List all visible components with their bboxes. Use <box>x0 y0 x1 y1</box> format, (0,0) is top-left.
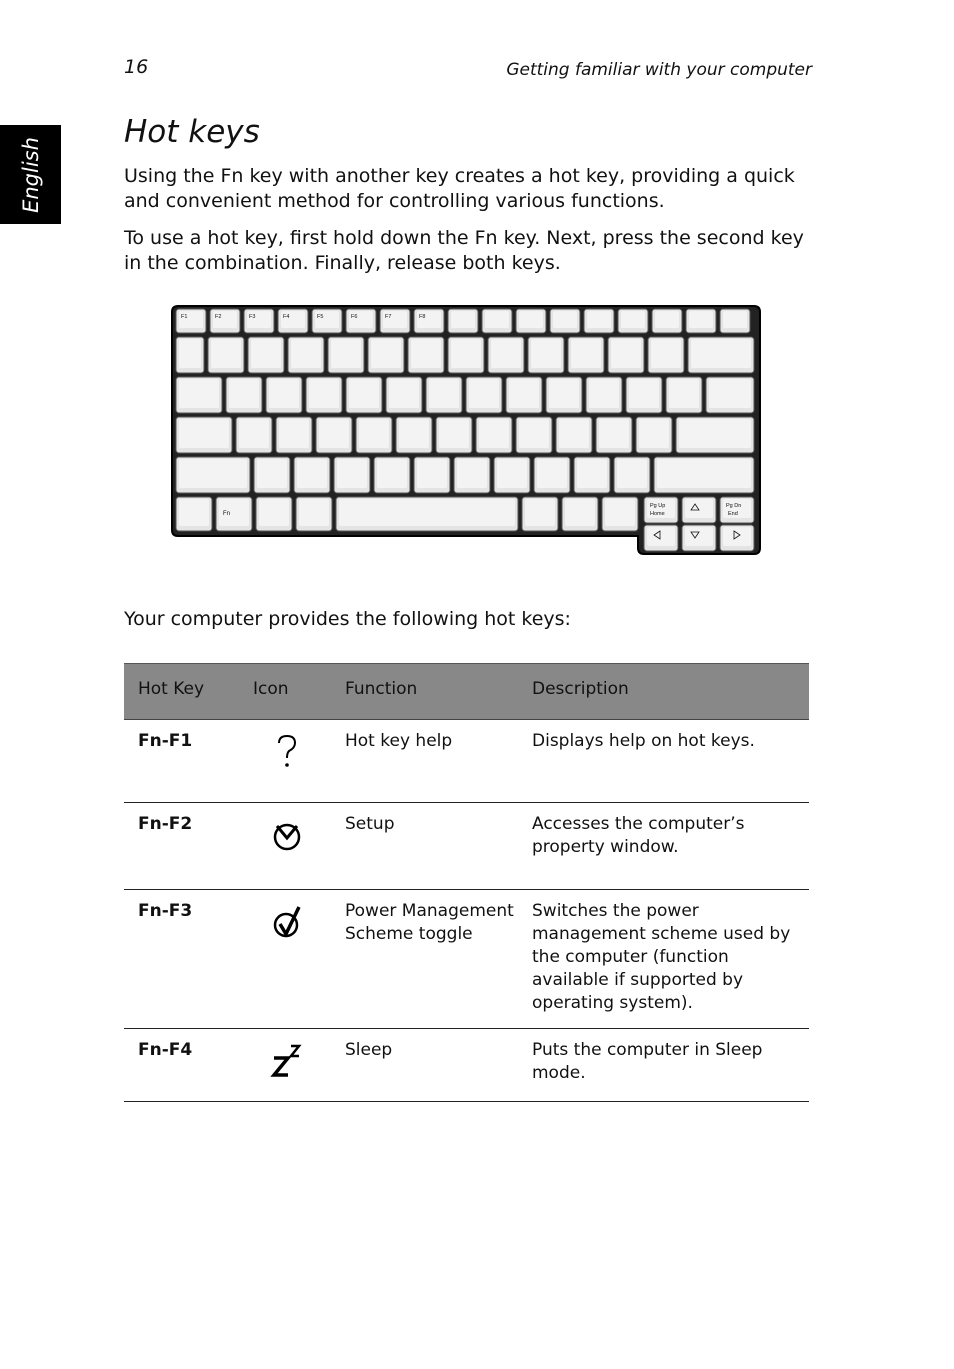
key <box>176 417 232 453</box>
key <box>368 337 404 373</box>
pgdn-label: Pg Dn <box>726 503 742 509</box>
page-number: 16 <box>124 56 149 78</box>
key <box>654 457 754 493</box>
description-cell: Accesses the computer’s property window. <box>532 814 745 857</box>
nav-key <box>682 525 716 551</box>
running-header: Getting familiar with your computer <box>506 60 812 80</box>
key <box>676 417 754 453</box>
function-key <box>278 309 308 333</box>
function-key <box>244 309 274 333</box>
table-row <box>124 890 809 1029</box>
section-title: Hot keys <box>124 114 260 150</box>
key <box>506 377 542 413</box>
key <box>176 377 222 413</box>
nav-key <box>644 525 678 551</box>
setup-icon <box>270 817 304 853</box>
key <box>522 497 558 531</box>
end-label: End <box>728 511 738 517</box>
function-cell: Setup <box>345 814 395 834</box>
nav-key <box>644 497 678 523</box>
key <box>482 309 512 333</box>
function-key <box>346 309 376 333</box>
key <box>476 417 512 453</box>
key <box>454 457 490 493</box>
key <box>494 457 530 493</box>
key <box>296 497 332 531</box>
key <box>528 337 564 373</box>
keyboard-illustration <box>170 304 762 558</box>
key <box>652 309 682 333</box>
key <box>466 377 502 413</box>
key <box>426 377 462 413</box>
fkey-label: F1 <box>181 314 188 320</box>
key <box>688 337 754 373</box>
key <box>448 309 478 333</box>
description-cell: Puts the computer in Sleep mode. <box>532 1040 763 1083</box>
key <box>356 417 392 453</box>
language-tab <box>0 125 61 224</box>
key <box>436 417 472 453</box>
key <box>618 309 648 333</box>
hotkeys-intro: Your computer provides the following hot keys: <box>124 608 571 630</box>
key <box>556 417 592 453</box>
key <box>706 377 754 413</box>
fkey-label: F5 <box>317 314 324 320</box>
function-key <box>210 309 240 333</box>
intro-paragraph-2: To use a hot key, first hold down the Fn key. Next, press the second key in the combination. Finally, release both keys. <box>124 227 804 274</box>
hotkey-cell: Fn-F3 <box>138 901 193 921</box>
key <box>626 377 662 413</box>
question-icon <box>270 734 304 770</box>
key <box>614 457 650 493</box>
function-key <box>414 309 444 333</box>
key <box>306 377 342 413</box>
hotkey-cell: Fn-F4 <box>138 1040 193 1060</box>
key <box>408 337 444 373</box>
key <box>334 457 370 493</box>
key <box>562 497 598 531</box>
key <box>568 337 604 373</box>
fn-key <box>216 497 252 531</box>
key <box>256 497 292 531</box>
hotkey-cell: Fn-F1 <box>138 731 193 751</box>
key <box>586 377 622 413</box>
key <box>254 457 290 493</box>
header-icon: Icon <box>253 679 289 699</box>
key <box>546 377 582 413</box>
table-row <box>124 720 809 803</box>
table-row <box>124 1029 809 1102</box>
key <box>396 417 432 453</box>
key <box>276 417 312 453</box>
sleep-icon <box>270 1043 304 1079</box>
fkey-label: F7 <box>385 314 392 320</box>
fn-key-label: Fn <box>223 511 231 517</box>
key <box>236 417 272 453</box>
function-key <box>312 309 342 333</box>
nav-key <box>720 525 754 551</box>
key <box>374 457 410 493</box>
key <box>448 337 484 373</box>
key <box>176 497 212 531</box>
description-cell: Switches the power management scheme used by the computer (function available if supported by operating system). <box>532 901 791 1013</box>
fkey-label: F8 <box>419 314 426 320</box>
function-key <box>176 309 206 333</box>
intro-paragraph-1: Using the Fn key with another key creates a hot key, providing a quick and convenient method for controlling various functions. <box>124 165 795 212</box>
key <box>288 337 324 373</box>
fkey-label: F4 <box>283 314 290 320</box>
pgup-label: Pg Up <box>650 503 666 509</box>
key <box>666 377 702 413</box>
table-header <box>124 663 809 720</box>
fkey-label: F6 <box>351 314 358 320</box>
key <box>248 337 284 373</box>
key <box>636 417 672 453</box>
key <box>316 417 352 453</box>
key <box>386 377 422 413</box>
space-bar <box>336 497 518 531</box>
key <box>648 337 684 373</box>
language-tab-label: English <box>18 136 43 213</box>
header-function: Function <box>345 679 418 699</box>
hotkey-cell: Fn-F2 <box>138 814 193 834</box>
nav-key <box>720 497 754 523</box>
fkey-label: F3 <box>249 314 256 320</box>
fkey-label: F2 <box>215 314 222 320</box>
key <box>176 457 250 493</box>
key <box>346 377 382 413</box>
key <box>574 457 610 493</box>
function-cell: Sleep <box>345 1040 393 1060</box>
key <box>266 377 302 413</box>
header-hotkey: Hot Key <box>138 679 205 699</box>
key <box>328 337 364 373</box>
table-row <box>124 803 809 890</box>
key <box>488 337 524 373</box>
key <box>596 417 632 453</box>
key <box>176 337 204 373</box>
key <box>516 309 546 333</box>
key <box>414 457 450 493</box>
hotkey-table <box>124 663 809 1102</box>
key <box>720 309 750 333</box>
key <box>602 497 638 531</box>
key <box>686 309 716 333</box>
key <box>550 309 580 333</box>
key <box>608 337 644 373</box>
header-description: Description <box>532 679 629 699</box>
key <box>534 457 570 493</box>
description-cell: Displays help on hot keys. <box>532 731 755 751</box>
key <box>516 417 552 453</box>
function-key <box>380 309 410 333</box>
key <box>226 377 262 413</box>
function-cell: Power Management Scheme toggle <box>345 901 514 944</box>
function-cell: Hot key help <box>345 731 453 751</box>
key <box>208 337 244 373</box>
home-label: Home <box>650 511 665 517</box>
key <box>294 457 330 493</box>
key <box>584 309 614 333</box>
power-scheme-icon <box>270 904 304 940</box>
